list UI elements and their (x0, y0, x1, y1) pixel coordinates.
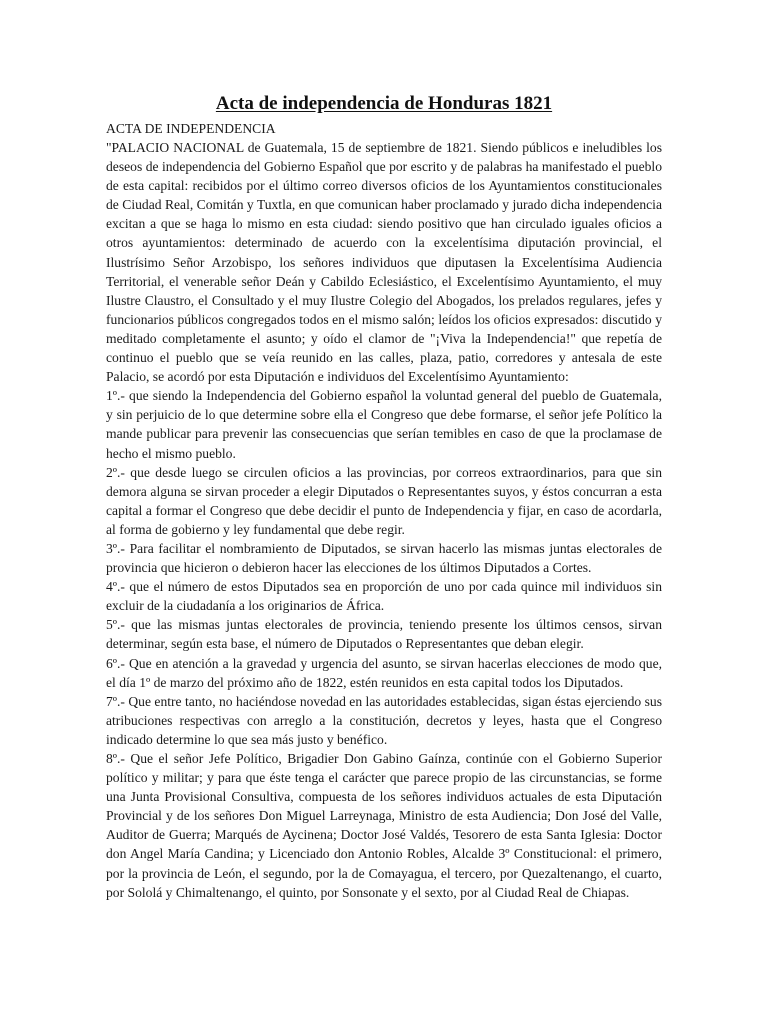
paragraph-article-6: 6º.- Que en atención a la gravedad y urgencia del asunto, se sirvan hacerlas elecciones de modo que, el día 1º de marzo del próximo año de 1822, estén reunidos en esta capital todos los Diputados. (106, 655, 662, 690)
paragraph-article-8: 8º.- Que el señor Jefe Político, Brigadier Don Gabino Gaínza, continúe con el Gobierno Superior político y militar; y para que éste tenga el carácter que parece propio de las circunstancias, se forme una Junta Provisional Consultiva, compuesta de los señores individuos actuales de esta Diputación Provincial y de los señores Don Miguel Larreynaga, Ministro de esta Audiencia; Don José del Valle, Auditor de Guerra; Marqués de Aycinena; Doctor José Valdés, Tesorero de esta Santa Iglesia: Doctor don Angel María Candina; y Licenciado don Antonio Robles, Alcalde 3º Constitucional: el primero, por la provincia de León, el segundo, por la de Comayagua, el tercero, por Quezaltenango, el cuarto, por Sololá y Chimaltenango, el quinto, por Sonsonate y el sexto, por al Ciudad Real de Chiapas. (106, 751, 662, 900)
document-subtitle: ACTA DE INDEPENDENCIA (106, 121, 276, 136)
paragraph-article-3: 3º.- Para facilitar el nombramiento de Diputados, se sirvan hacerlo las mismas juntas electorales de provincia que hicieron o debieron hacer las elecciones de los últimos Diputados a Cortes. (106, 540, 662, 576)
paragraph-article-1: 1º.- que siendo la Independencia del Gobierno español la voluntad general del pueblo de Guatemala, y sin perjuicio de lo que determine sobre ella el Congreso que debe formarse, el señor jefe Político la mande publicar para prevenir las consecuencias que serían temibles en caso de que la proclamase de hecho el mismo pueblo. (106, 388, 662, 461)
paragraph-article-4: 4º.- que el número de estos Diputados sea en proporción de uno por cada quince mil individuos sin excluir de la ciudadanía a los originarios de África. (106, 579, 662, 614)
document-title: Acta de independencia de Honduras 1821 (215, 93, 553, 114)
paragraph-article-7: 7º.- Que entre tanto, no haciéndose novedad en las autoridades establecidas, sigan éstas ejerciendo sus atribuciones respectivas con arreglo a la constitución, decretos y leyes, hasta que el Congreso indicado determine lo que sea más justo y benéfico. (106, 693, 662, 747)
paragraph-preamble: "PALACIO NACIONAL de Guatemala, 15 de septiembre de 1821. Siendo públicos e ineludibles los deseos de independencia del Gobierno Español que por escrito y de palabras ha manifestado el pueblo de esta capital: recibidos por el último correo diversos oficios de los Ayuntamientos constitucionales de Ciudad Real, Comitán y Tuxtla, en que comunican haber proclamado y jurado dicha independencia excitan a que se haga lo mismo en esta ciudad: siendo positivo que han circulado iguales oficios a otros ayuntamientos: determinado de acuerdo con la excelentísima diputación provincial, el Ilustrísimo Señor Arzobispo, los señores individuos que diputasen la Excelentísima Audiencia Territorial, el venerable señor Deán y Cabildo Eclesiástico, el Excelentísimo Ayuntamiento, el muy Ilustre Claustro, el Consultado y el muy Ilustre Colegio del Abogados, los prelados regulares, jefes y funcionarios públicos congregados todos en el mismo salón; leídos los oficios expresados: discutido y meditado completamente el asunto; y oído el clamor de "¡Viva la Independencia!" que repetía de continuo el pueblo que se veía reunido en las calles, plaza, patio, corredores y antesala de este Palacio, se acordó por esta Diputación e individuos del Excelentísimo Ayuntamiento: (106, 140, 662, 385)
paragraph-article-2: 2º.- que desde luego se circulen oficios a las provincias, por correos extraordinarios, para que sin demora alguna se sirvan proceder a elegir Diputados o Representantes suyos, y éstos concurran a esta capital a formar el Congreso que debe decidir el punto de Independencia y fijar, en caso de acordarla, al forma de gobierno y ley fundamental que debe regir. (106, 464, 662, 537)
paragraph-article-5: 5º.- que las mismas juntas electorales de provincia, teniendo presente los últimos censos, sirvan determinar, según esta base, el número de Diputados o Representantes que deban elegir. (106, 617, 662, 652)
